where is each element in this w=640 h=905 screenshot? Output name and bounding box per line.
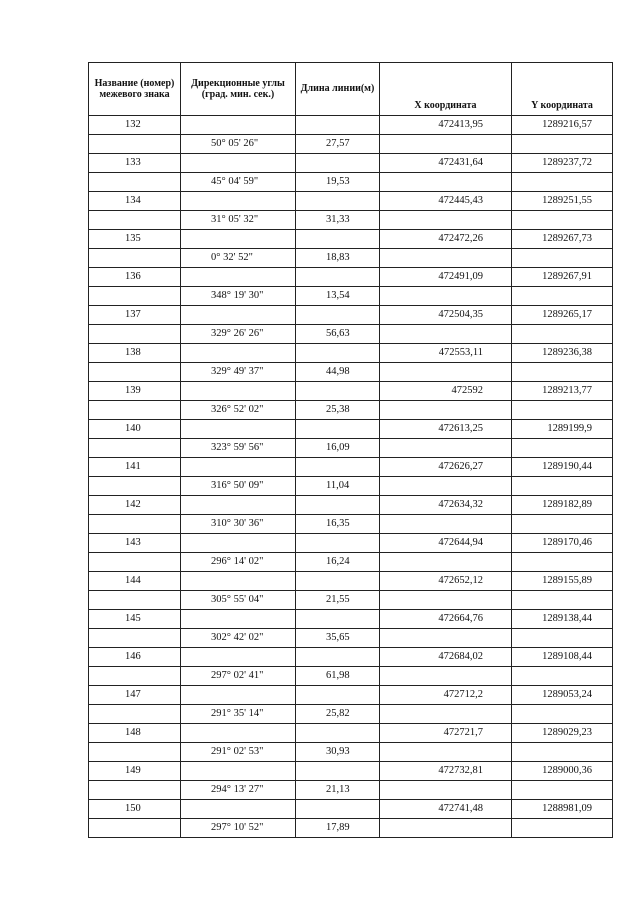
line-length-cell (296, 458, 380, 477)
direction-angle-cell: 329° 26' 26" (181, 325, 296, 344)
mark-name-cell (89, 705, 181, 724)
y-coordinate-cell (512, 819, 613, 838)
point-row (89, 154, 613, 173)
header-y-coordinate: Y координата (512, 63, 613, 116)
segment-row (89, 211, 613, 230)
direction-angle-cell (181, 610, 296, 629)
x-coordinate-cell (380, 781, 512, 800)
mark-name-cell: 142 (89, 496, 181, 515)
mark-name-cell: 148 (89, 724, 181, 743)
x-coordinate-cell: 472712,2 (380, 686, 512, 705)
y-coordinate-cell: 1289216,57 (512, 116, 613, 135)
line-length-cell (296, 116, 380, 135)
point-row (89, 420, 613, 439)
direction-angle-cell (181, 116, 296, 135)
header-mark-name: Название (номер) межевого знака (89, 63, 181, 116)
line-length-cell (296, 306, 380, 325)
segment-row (89, 553, 613, 572)
point-row (89, 268, 613, 287)
y-coordinate-cell: 1288981,09 (512, 800, 613, 819)
point-row (89, 534, 613, 553)
header-direction-angles: Дирекционные углы (град. мин. сек.) (181, 63, 296, 116)
y-coordinate-cell: 1289251,55 (512, 192, 613, 211)
line-length-cell: 18,83 (296, 249, 380, 268)
point-row (89, 344, 613, 363)
line-length-cell: 17,89 (296, 819, 380, 838)
mark-name-cell (89, 401, 181, 420)
y-coordinate-cell: 1289000,36 (512, 762, 613, 781)
line-length-cell (296, 420, 380, 439)
direction-angle-cell: 348° 19' 30" (181, 287, 296, 306)
direction-angle-cell: 316° 50' 09" (181, 477, 296, 496)
x-coordinate-cell: 472413,95 (380, 116, 512, 135)
segment-row (89, 135, 613, 154)
direction-angle-cell: 291° 35' 14" (181, 705, 296, 724)
point-row (89, 496, 613, 515)
y-coordinate-cell (512, 705, 613, 724)
y-coordinate-cell (512, 743, 613, 762)
direction-angle-cell: 296° 14' 02" (181, 553, 296, 572)
mark-name-cell: 146 (89, 648, 181, 667)
y-coordinate-cell: 1289170,46 (512, 534, 613, 553)
direction-angle-cell: 294° 13' 27" (181, 781, 296, 800)
line-length-cell: 11,04 (296, 477, 380, 496)
mark-name-cell: 145 (89, 610, 181, 629)
line-length-cell: 25,38 (296, 401, 380, 420)
mark-name-cell (89, 819, 181, 838)
x-coordinate-cell: 472431,64 (380, 154, 512, 173)
x-coordinate-cell: 472664,76 (380, 610, 512, 629)
direction-angle-cell: 329° 49' 37" (181, 363, 296, 382)
mark-name-cell: 141 (89, 458, 181, 477)
x-coordinate-cell (380, 553, 512, 572)
segment-row (89, 325, 613, 344)
y-coordinate-cell: 1289029,23 (512, 724, 613, 743)
direction-angle-cell (181, 534, 296, 553)
y-coordinate-cell (512, 135, 613, 154)
x-coordinate-cell: 472491,09 (380, 268, 512, 287)
direction-angle-cell: 0° 32' 52" (181, 249, 296, 268)
point-row (89, 382, 613, 401)
y-coordinate-cell (512, 553, 613, 572)
point-row (89, 762, 613, 781)
mark-name-cell (89, 781, 181, 800)
y-coordinate-cell (512, 363, 613, 382)
point-row (89, 306, 613, 325)
direction-angle-cell (181, 496, 296, 515)
mark-name-cell: 132 (89, 116, 181, 135)
segment-row (89, 705, 613, 724)
point-row (89, 230, 613, 249)
direction-angle-cell: 297° 02' 41" (181, 667, 296, 686)
y-coordinate-cell (512, 629, 613, 648)
line-length-cell: 31,33 (296, 211, 380, 230)
y-coordinate-cell (512, 439, 613, 458)
mark-name-cell: 147 (89, 686, 181, 705)
x-coordinate-cell: 472592 (380, 382, 512, 401)
x-coordinate-cell: 472741,48 (380, 800, 512, 819)
line-length-cell: 19,53 (296, 173, 380, 192)
mark-name-cell: 140 (89, 420, 181, 439)
line-length-cell (296, 268, 380, 287)
mark-name-cell: 138 (89, 344, 181, 363)
mark-name-cell (89, 363, 181, 382)
segment-row (89, 249, 613, 268)
x-coordinate-cell (380, 667, 512, 686)
point-row (89, 648, 613, 667)
mark-name-cell: 143 (89, 534, 181, 553)
mark-name-cell: 136 (89, 268, 181, 287)
direction-angle-cell: 297° 10' 52" (181, 819, 296, 838)
direction-angle-cell (181, 458, 296, 477)
segment-row (89, 439, 613, 458)
mark-name-cell (89, 325, 181, 344)
line-length-cell (296, 154, 380, 173)
mark-name-cell (89, 591, 181, 610)
point-row (89, 610, 613, 629)
segment-row (89, 173, 613, 192)
y-coordinate-cell (512, 249, 613, 268)
y-coordinate-cell: 1289267,91 (512, 268, 613, 287)
mark-name-cell (89, 553, 181, 572)
x-coordinate-cell (380, 629, 512, 648)
direction-angle-cell (181, 382, 296, 401)
direction-angle-cell (181, 420, 296, 439)
y-coordinate-cell: 1289265,17 (512, 306, 613, 325)
line-length-cell (296, 762, 380, 781)
x-coordinate-cell (380, 287, 512, 306)
segment-row (89, 287, 613, 306)
direction-angle-cell (181, 344, 296, 363)
direction-angle-cell (181, 268, 296, 287)
direction-angle-cell: 45° 04' 59" (181, 173, 296, 192)
line-length-cell (296, 534, 380, 553)
x-coordinate-cell: 472445,43 (380, 192, 512, 211)
x-coordinate-cell (380, 819, 512, 838)
direction-angle-cell (181, 800, 296, 819)
x-coordinate-cell: 472553,11 (380, 344, 512, 363)
line-length-cell (296, 724, 380, 743)
y-coordinate-cell: 1289237,72 (512, 154, 613, 173)
mark-name-cell (89, 135, 181, 154)
mark-name-cell (89, 211, 181, 230)
line-length-cell (296, 572, 380, 591)
segment-row (89, 401, 613, 420)
y-coordinate-cell: 1289182,89 (512, 496, 613, 515)
direction-angle-cell: 291° 02' 53" (181, 743, 296, 762)
segment-row (89, 477, 613, 496)
direction-angle-cell (181, 154, 296, 173)
y-coordinate-cell (512, 173, 613, 192)
line-length-cell (296, 496, 380, 515)
x-coordinate-cell: 472652,12 (380, 572, 512, 591)
x-coordinate-cell: 472626,27 (380, 458, 512, 477)
direction-angle-cell: 326° 52' 02" (181, 401, 296, 420)
line-length-cell: 25,82 (296, 705, 380, 724)
x-coordinate-cell: 472684,02 (380, 648, 512, 667)
line-length-cell: 16,24 (296, 553, 380, 572)
x-coordinate-cell (380, 705, 512, 724)
segment-row (89, 743, 613, 762)
direction-angle-cell (181, 306, 296, 325)
y-coordinate-cell: 1289213,77 (512, 382, 613, 401)
mark-name-cell (89, 439, 181, 458)
line-length-cell (296, 648, 380, 667)
x-coordinate-cell: 472613,25 (380, 420, 512, 439)
line-length-cell (296, 230, 380, 249)
mark-name-cell: 139 (89, 382, 181, 401)
line-length-cell: 56,63 (296, 325, 380, 344)
line-length-cell (296, 800, 380, 819)
mark-name-cell (89, 173, 181, 192)
y-coordinate-cell (512, 515, 613, 534)
line-length-cell: 44,98 (296, 363, 380, 382)
y-coordinate-cell (512, 781, 613, 800)
direction-angle-cell: 50° 05' 26" (181, 135, 296, 154)
line-length-cell (296, 610, 380, 629)
x-coordinate-cell: 472732,81 (380, 762, 512, 781)
direction-angle-cell (181, 724, 296, 743)
direction-angle-cell (181, 686, 296, 705)
table-header (89, 63, 613, 116)
x-coordinate-cell (380, 439, 512, 458)
point-row (89, 686, 613, 705)
mark-name-cell (89, 629, 181, 648)
y-coordinate-cell: 1289199,9 (512, 420, 613, 439)
x-coordinate-cell (380, 211, 512, 230)
y-coordinate-cell (512, 591, 613, 610)
x-coordinate-cell (380, 135, 512, 154)
y-coordinate-cell (512, 211, 613, 230)
x-coordinate-cell (380, 173, 512, 192)
y-coordinate-cell: 1289190,44 (512, 458, 613, 477)
x-coordinate-cell: 472634,32 (380, 496, 512, 515)
x-coordinate-cell (380, 591, 512, 610)
x-coordinate-cell (380, 477, 512, 496)
line-length-cell: 16,35 (296, 515, 380, 534)
mark-name-cell: 149 (89, 762, 181, 781)
segment-row (89, 363, 613, 382)
line-length-cell: 35,65 (296, 629, 380, 648)
mark-name-cell (89, 743, 181, 762)
header-row (89, 63, 613, 116)
direction-angle-cell: 302° 42' 02" (181, 629, 296, 648)
x-coordinate-cell: 472721,7 (380, 724, 512, 743)
x-coordinate-cell: 472504,35 (380, 306, 512, 325)
mark-name-cell: 134 (89, 192, 181, 211)
mark-name-cell: 133 (89, 154, 181, 173)
header-line-length: Длина линии(м) (296, 63, 380, 116)
line-length-cell (296, 344, 380, 363)
line-length-cell (296, 686, 380, 705)
boundary-coordinates-table (88, 62, 613, 838)
point-row (89, 800, 613, 819)
x-coordinate-cell: 472644,94 (380, 534, 512, 553)
direction-angle-cell (181, 230, 296, 249)
line-length-cell: 21,13 (296, 781, 380, 800)
y-coordinate-cell (512, 325, 613, 344)
mark-name-cell (89, 515, 181, 534)
direction-angle-cell: 310° 30' 36" (181, 515, 296, 534)
direction-angle-cell (181, 192, 296, 211)
line-length-cell: 30,93 (296, 743, 380, 762)
y-coordinate-cell: 1289108,44 (512, 648, 613, 667)
line-length-cell: 27,57 (296, 135, 380, 154)
x-coordinate-cell (380, 249, 512, 268)
mark-name-cell: 137 (89, 306, 181, 325)
segment-row (89, 781, 613, 800)
point-row (89, 116, 613, 135)
y-coordinate-cell (512, 287, 613, 306)
point-row (89, 724, 613, 743)
direction-angle-cell (181, 572, 296, 591)
y-coordinate-cell (512, 667, 613, 686)
x-coordinate-cell (380, 401, 512, 420)
y-coordinate-cell: 1289155,89 (512, 572, 613, 591)
x-coordinate-cell (380, 363, 512, 382)
direction-angle-cell (181, 762, 296, 781)
y-coordinate-cell: 1289138,44 (512, 610, 613, 629)
y-coordinate-cell: 1289053,24 (512, 686, 613, 705)
line-length-cell (296, 192, 380, 211)
line-length-cell (296, 382, 380, 401)
segment-row (89, 819, 613, 838)
y-coordinate-cell (512, 401, 613, 420)
point-row (89, 572, 613, 591)
x-coordinate-cell: 472472,26 (380, 230, 512, 249)
line-length-cell: 21,55 (296, 591, 380, 610)
x-coordinate-cell (380, 515, 512, 534)
table-body (89, 116, 613, 838)
mark-name-cell (89, 287, 181, 306)
x-coordinate-cell (380, 743, 512, 762)
segment-row (89, 515, 613, 534)
y-coordinate-cell (512, 477, 613, 496)
mark-name-cell (89, 667, 181, 686)
direction-angle-cell (181, 648, 296, 667)
segment-row (89, 591, 613, 610)
mark-name-cell: 135 (89, 230, 181, 249)
direction-angle-cell: 305° 55' 04" (181, 591, 296, 610)
segment-row (89, 667, 613, 686)
mark-name-cell: 144 (89, 572, 181, 591)
y-coordinate-cell: 1289236,38 (512, 344, 613, 363)
point-row (89, 458, 613, 477)
header-x-coordinate: X координата (380, 63, 512, 116)
mark-name-cell (89, 477, 181, 496)
y-coordinate-cell: 1289267,73 (512, 230, 613, 249)
line-length-cell: 61,98 (296, 667, 380, 686)
line-length-cell: 16,09 (296, 439, 380, 458)
direction-angle-cell: 31° 05' 32" (181, 211, 296, 230)
line-length-cell: 13,54 (296, 287, 380, 306)
x-coordinate-cell (380, 325, 512, 344)
direction-angle-cell: 323° 59' 56" (181, 439, 296, 458)
mark-name-cell (89, 249, 181, 268)
point-row (89, 192, 613, 211)
mark-name-cell: 150 (89, 800, 181, 819)
segment-row (89, 629, 613, 648)
